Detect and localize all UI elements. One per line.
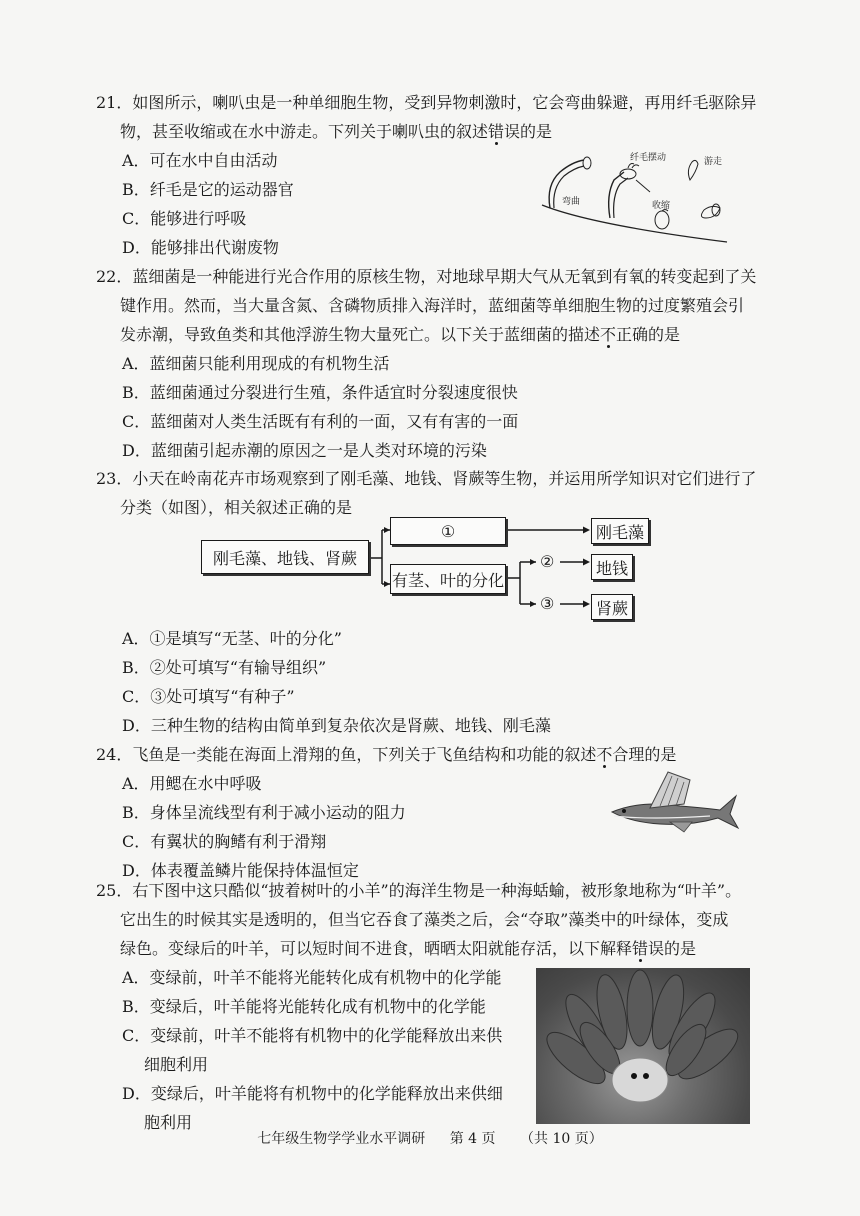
diagram-sub3: ③ xyxy=(540,594,555,613)
q23-option-a: A．①是填写“无茎、叶的分化” xyxy=(122,629,342,648)
label-contract: 收缩 xyxy=(652,201,671,211)
question-22 xyxy=(96,262,766,465)
diagram-leaf3-box: 肾蕨 xyxy=(591,594,633,620)
q21-stem: 21．如图所示，喇叭虫是一种单细胞生物，受到异物刺激时，它会弯曲躲避，再用纤毛驱除异 物，甚至收缩或在水中游走。下列关于喇叭虫的叙述错误的是 xyxy=(96,93,757,141)
page-footer xyxy=(0,1128,860,1148)
leaf-sheep-icon xyxy=(536,968,750,1124)
q23-option-b: B．②处可填写“有输导组织” xyxy=(122,658,327,677)
label-swim: 游走 xyxy=(704,157,723,167)
diagram-root-box: 刚毛藻、地钱、肾蕨 xyxy=(201,540,369,574)
trumpet-protozoan-figure xyxy=(532,150,732,246)
q22-stem: 22．蓝细菌是一种能进行光合作用的原核生物，对地球早期大气从无氧到有氧的转变起到了关 键作用。然而，当大量含氮、含磷物质排入海洋时，蓝细菌等单细胞生物的过度繁殖会引 发赤潮，导致鱼类和其他浮游生物大量死亡。以下关于蓝细菌的描述不正确的是 xyxy=(96,267,757,344)
question-23-options xyxy=(96,624,766,740)
q25-option-b: B．变绿后，叶羊能将光能转化成有机物中的化学能 xyxy=(122,997,486,1016)
q24-stem: 24．飞鱼是一类能在海面上滑翔的鱼，下列关于飞鱼结构和功能的叙述不合理的是 xyxy=(96,745,677,764)
q22-option-b: B．蓝细菌通过分裂进行生殖，条件适宜时分裂速度很快 xyxy=(122,383,518,402)
diagram-branch1-box: ① xyxy=(390,517,506,545)
footer-page: 第 4 页 xyxy=(449,1131,496,1147)
flying-fish-icon xyxy=(610,770,740,834)
q24-option-d: D．体表覆盖鳞片能保持体温恒定 xyxy=(122,861,359,880)
question-25 xyxy=(96,876,766,963)
diagram-leaf1-box: 刚毛藻 xyxy=(591,518,649,544)
diagram-leaf2-box: 地钱 xyxy=(591,554,633,580)
q21-option-a: A．可在水中自由活动 xyxy=(122,151,278,170)
q23-stem: 23．小天在岭南花卉市场观察到了刚毛藻、地钱、肾蕨等生物，并运用所学知识对它们进行了 分类（如图），相关叙述正确的是 xyxy=(96,469,757,517)
footer-title: 七年级生物学学业水平调研 xyxy=(257,1131,426,1147)
q21-option-c: C．能够进行呼吸 xyxy=(122,209,247,228)
label-bend: 弯曲 xyxy=(562,197,581,207)
q23-option-c: C．③处可填写“有种子” xyxy=(122,687,295,706)
q21-option-d: D．能够排出代谢废物 xyxy=(122,238,279,257)
footer-total: （共 10 页） xyxy=(520,1131,603,1147)
diagram-sub2: ② xyxy=(540,552,555,571)
label-cilia: 纤毛摆动 xyxy=(630,153,667,163)
q21-option-b: B．纤毛是它的运动器官 xyxy=(122,180,294,199)
q25-option-d: D．变绿后，叶羊能将有机物中的化学能释放出来供细胞利用 xyxy=(122,1084,503,1132)
leaf-sheep-photo xyxy=(536,968,750,1124)
q22-option-c: C．蓝细菌对人类生活既有有利的一面，又有有害的一面 xyxy=(122,412,519,431)
q24-option-c: C．有翼状的胸鳍有利于滑翔 xyxy=(122,832,327,851)
q24-option-b: B．身体呈流线型有利于减小运动的阻力 xyxy=(122,803,406,822)
diagram-branch2-box: 有茎、叶的分化 xyxy=(390,564,506,594)
question-25-options xyxy=(96,963,506,1137)
q25-option-c: C．变绿前，叶羊不能将有机物中的化学能释放出来供细胞利用 xyxy=(122,1026,503,1074)
q22-option-a: A．蓝细菌只能利用现成的有机物生活 xyxy=(122,354,390,373)
q23-option-d: D．三种生物的结构由简单到复杂依次是肾蕨、地钱、刚毛藻 xyxy=(122,716,551,735)
q25-stem: 25．右下图中这只酷似“披着树叶的小羊”的海洋生物是一种海蛞蝓，被形象地称为“叶羊”。 它出生的时候其实是透明的，但当它吞食了藻类之后，会“夺取”藻类中的叶绿体，变成 绿色。变绿后的叶羊，可以短时间不进食，晒晒太阳就能存活，以下解释错误的是 xyxy=(96,881,742,958)
q22-option-d: D．蓝细菌引起赤潮的原因之一是人类对环境的污染 xyxy=(122,441,487,460)
q24-option-a: A．用鳃在水中呼吸 xyxy=(122,774,262,793)
q25-option-a: A．变绿前，叶羊不能将光能转化成有机物中的化学能 xyxy=(122,968,502,987)
